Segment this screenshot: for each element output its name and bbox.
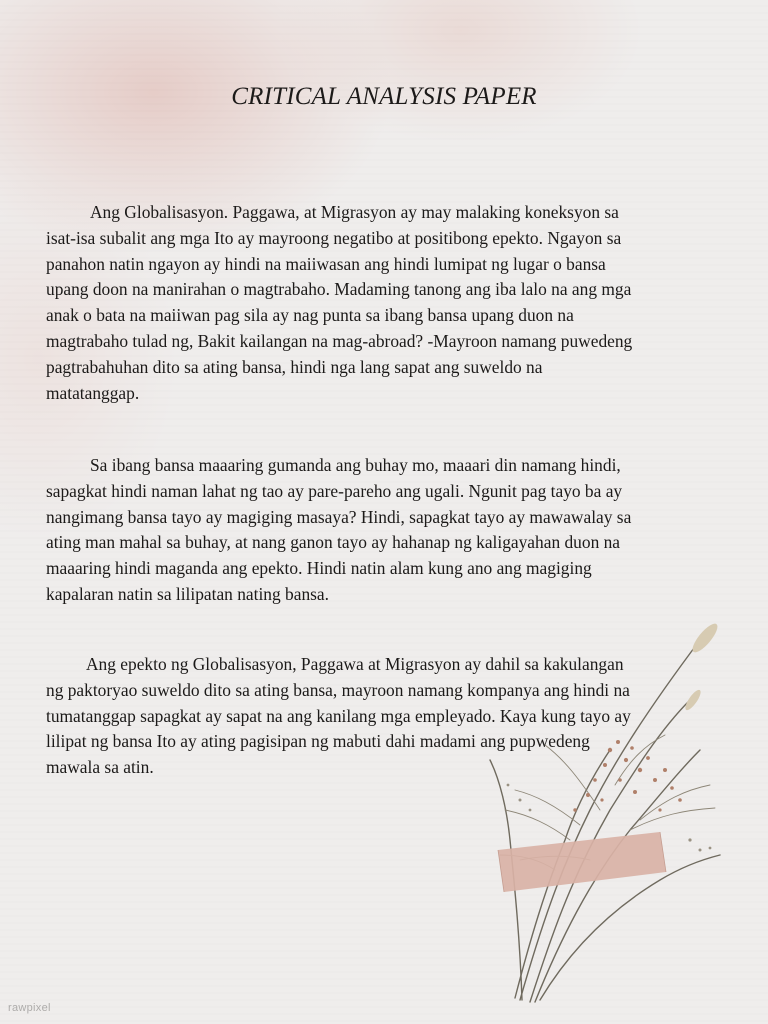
paragraph-1: Ang Globalisasyon. Paggawa, at Migrasyon ay may malaking koneksyon sa isat-isa subalit ang mga Ito ay mayroong negatibo at positibong epekto. Ngayon sa panahon natin ngayon ay hindi na maiiwasan ang hindi lumipat ng lugar o bansa upang doon na manirahan o magtrabaho. Madaming tanong ang iba lalo na ang mga anak o bata na maiiwan pag sila ay nag punta sa ibang bansa upang duon na magtrabaho tulad ng, Bakit kailangan na mag-abroad? -Mayroon namang puwedeng pagtrabahuhan dito sa ating bansa, hindi nga lang sapat ang suweldo na matatanggap.	[46, 202, 633, 403]
paragraph-3: Ang epekto ng Globalisasyon, Paggawa at Migrasyon ay dahil sa kakulangan ng paktoryao suweldo dito sa ating bansa, mayroon namang kompanya ang hindi na tumatanggap sapagkat ay sapat na ang kanilang mga empleyado. Kaya kung tayo ay lilipat ng bansa Ito ay ating pagisipan ng mabuti dahi madami ang pupwedeng mawala sa atin.	[46, 654, 631, 778]
watermark-text: rawpixel	[8, 1002, 51, 1014]
paragraph-2: Sa ibang bansa maaaring gumanda ang buhay mo, maaari din namang hindi, sapagkat hindi naman lahat ng tao ay pare-pareho ang ugali. Ngunit pag tayo ba ay nangimang bansa tayo ay magiging masaya? Hindi, sapagkat tayo ay mawawalay sa ating man mahal sa buhay, at nang ganon tayo ay hahanap ng kaligayahan duon na maaaring hindi maganda ang epekto. Hindi natin alam kung ano ang magiging kapalaran natin sa lilipatan nating bansa.	[46, 455, 632, 604]
page-title: CRITICAL ANALYSIS PAPER	[231, 83, 537, 110]
